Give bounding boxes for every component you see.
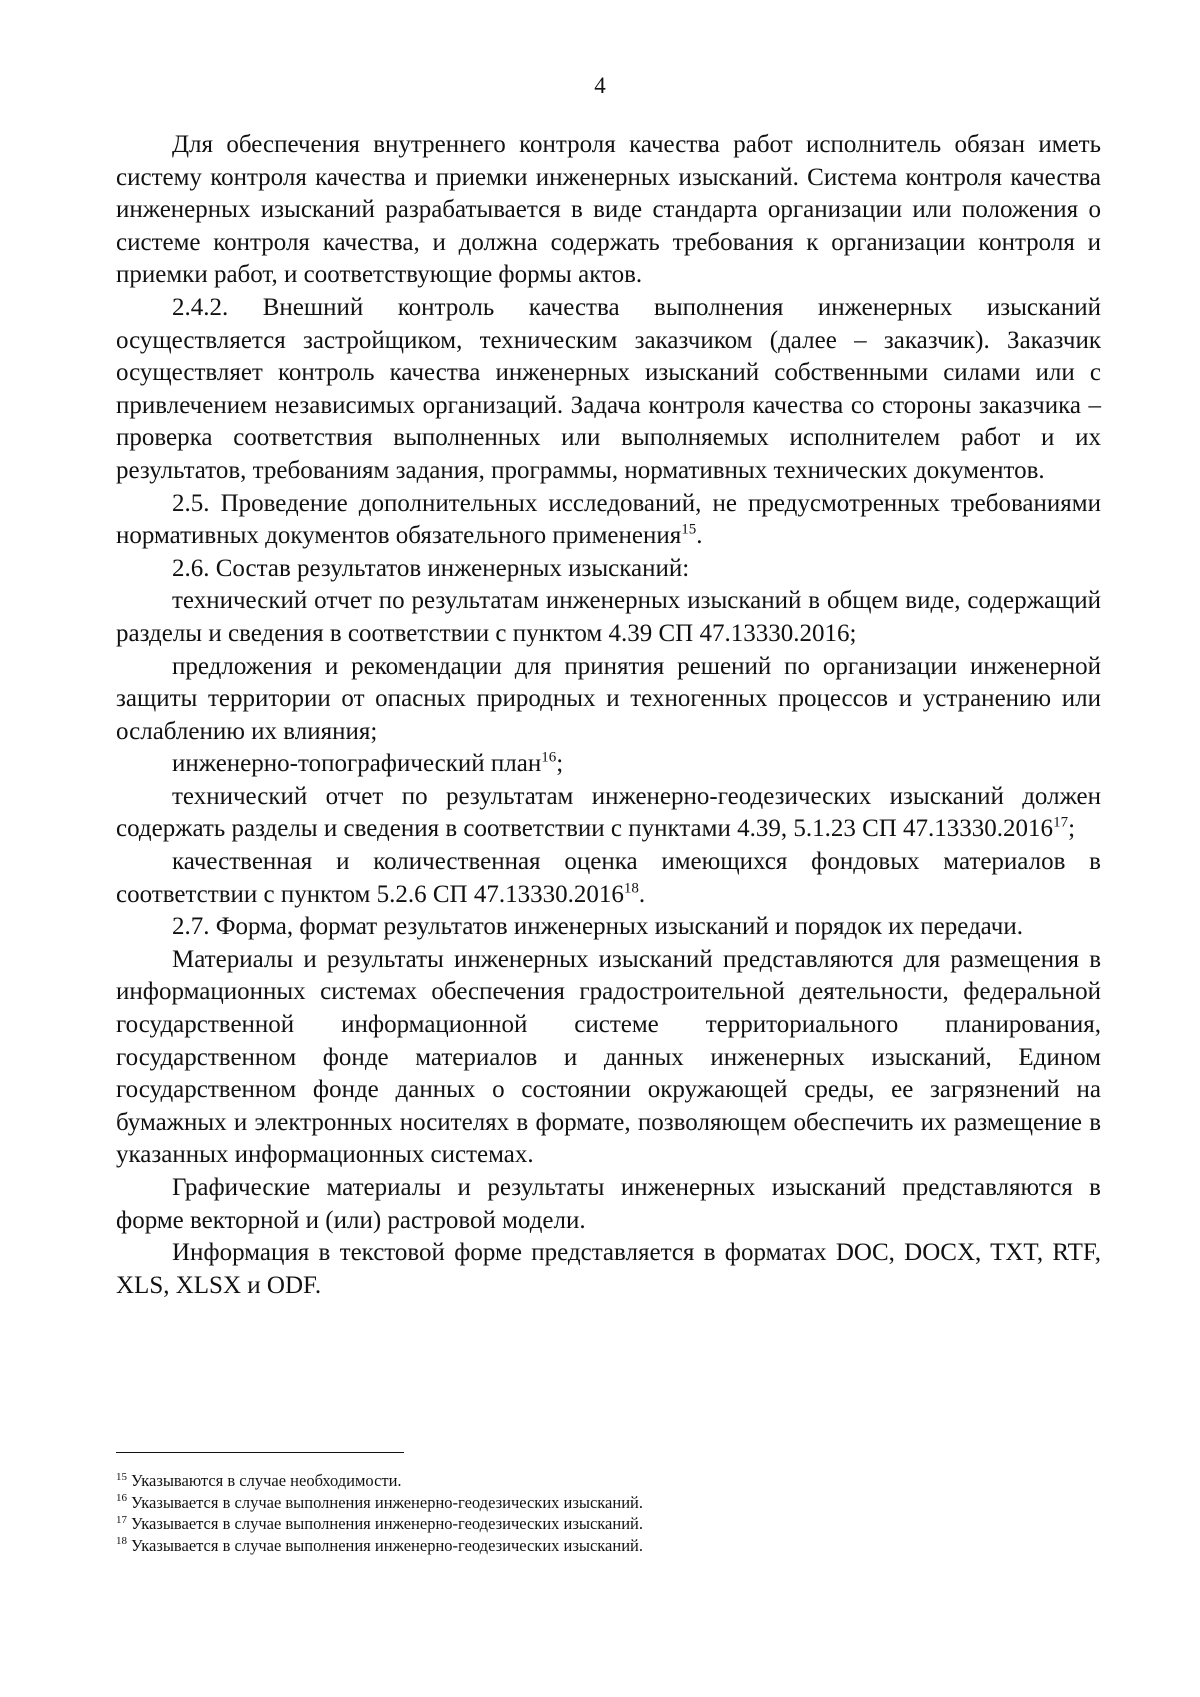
footnotes [116, 1470, 1101, 1556]
paragraph-text: Информация в текстовой форме представляется в форматах DOC, DOCX, TXT, RTF, XLS, XLSX и ODF. [116, 1239, 1101, 1299]
paragraph-tail: ; [1068, 815, 1076, 843]
footnote-text: Указывается в случае выполнения инженерно-геодезических изысканий. [131, 1492, 643, 1512]
footnote [116, 1470, 1101, 1492]
paragraph-text: 2.7. Форма, формат результатов инженерных изысканий и порядок их передачи. [172, 913, 1023, 941]
paragraph-text: предложения и рекомендации для принятия решений по организации инженерной защиты территории от опасных природных и техногенных процессов и устранению или ослаблению их влияния; [116, 652, 1101, 745]
paragraph [116, 944, 1101, 1172]
paragraph-text: Для обеспечения внутреннего контроля качества работ исполнитель обязан иметь систему контроля качества и приемки инженерных изысканий. Система контроля качества инженерных изысканий разрабатывается в виде стандарта организации или положения о системе контроля качества, и должна содержать требования к организации контроля и приемки работ, и соответствующие формы актов. [116, 131, 1101, 289]
footnote [116, 1535, 1101, 1557]
paragraph-text: технический отчет по результатам инженерных изысканий в общем виде, содержащий разделы и сведения в соответствии с пунктом 4.39 СП 47.13330.2016; [116, 587, 1101, 647]
footnote-text: Указывается в случае выполнения инженерно-геодезических изысканий. [131, 1514, 643, 1533]
paragraph-tail: . [638, 880, 646, 908]
footnote-ref[interactable]: 16 [541, 749, 557, 766]
paragraph-text: качественная и количественная оценка имеющихся фондовых материалов в соответствии с пунктом 5.2.6 СП 47.13330.2016 [116, 848, 1101, 908]
footnote [116, 1492, 1101, 1514]
page-number: 4 [594, 73, 606, 98]
footnote [116, 1513, 1101, 1535]
paragraph-text: Графические материалы и результаты инженерных изысканий представляются в форме векторной и (или) растровой модели. [116, 1174, 1101, 1234]
footnote-text: Указывается в случае выполнения инженерно-геодезических изысканий. [131, 1535, 643, 1555]
paragraph [116, 292, 1101, 488]
paragraph [116, 846, 1101, 911]
footnote-text: Указываются в случае необходимости. [131, 1471, 402, 1490]
paragraph-text: 2.4.2. Внешний контроль качества выполнения инженерных изысканий осуществляется застройщиком, техническим заказчиком (далее – заказчик). Заказчик осуществляет контроль качества инженерных изысканий собственными силами или с привлечением независимых организаций. Задача контроля качества со стороны заказчика – проверка соответствия выполненных или выполняемых исполнителем работ и их результатов, требованиям задания, программы, нормативных технических документов. [116, 293, 1101, 484]
paragraph-tail: ; [556, 750, 564, 778]
footnote-number: 16 [116, 1492, 127, 1504]
paragraph-text: Материалы и результаты инженерных изысканий представляются для размещения в информационных системах обеспечения градостроительной деятельности, федеральной государственной информационной системе территориального планирования, государственном фонде материалов и данных инженерных изысканий, Едином государственном фонде данных о состоянии окружающей среды, ее загрязнений на бумажных и электронных носителях в формате, позволяющем обеспечить их размещение в указанных информационных системах. [116, 945, 1101, 1169]
footnote-number: 17 [116, 1513, 127, 1526]
footnote-ref[interactable]: 18 [623, 880, 639, 897]
paragraph-text: технический отчет по результатам инженерно-геодезических изысканий должен содержать разделы и сведения в соответствии с пунктами 4.39, 5.1.23 СП 47.13330.2016 [116, 782, 1101, 843]
paragraph [116, 1172, 1101, 1237]
paragraph [116, 585, 1101, 650]
body-text [116, 129, 1101, 1302]
paragraph [116, 129, 1101, 292]
paragraph-text: 2.5. Проведение дополнительных исследований, не предусмотренных требованиями нормативных документов обязательного применения [116, 489, 1101, 550]
paragraph [116, 651, 1101, 749]
paragraph [116, 488, 1101, 553]
footnote-ref[interactable]: 17 [1053, 815, 1069, 832]
paragraph-text: 2.6. Состав результатов инженерных изысканий: [172, 554, 690, 582]
paragraph [116, 781, 1101, 846]
footnote-number: 18 [116, 1535, 127, 1547]
paragraph [116, 553, 1101, 586]
paragraph [116, 1237, 1101, 1302]
paragraph-text: инженерно-топографический план [172, 750, 542, 778]
footnote-number: 15 [116, 1470, 127, 1483]
footnote-separator [116, 1452, 404, 1453]
paragraph-tail: . [696, 522, 703, 550]
footnote-ref[interactable]: 15 [681, 521, 697, 538]
paragraph [116, 748, 1101, 781]
paragraph [116, 911, 1101, 944]
